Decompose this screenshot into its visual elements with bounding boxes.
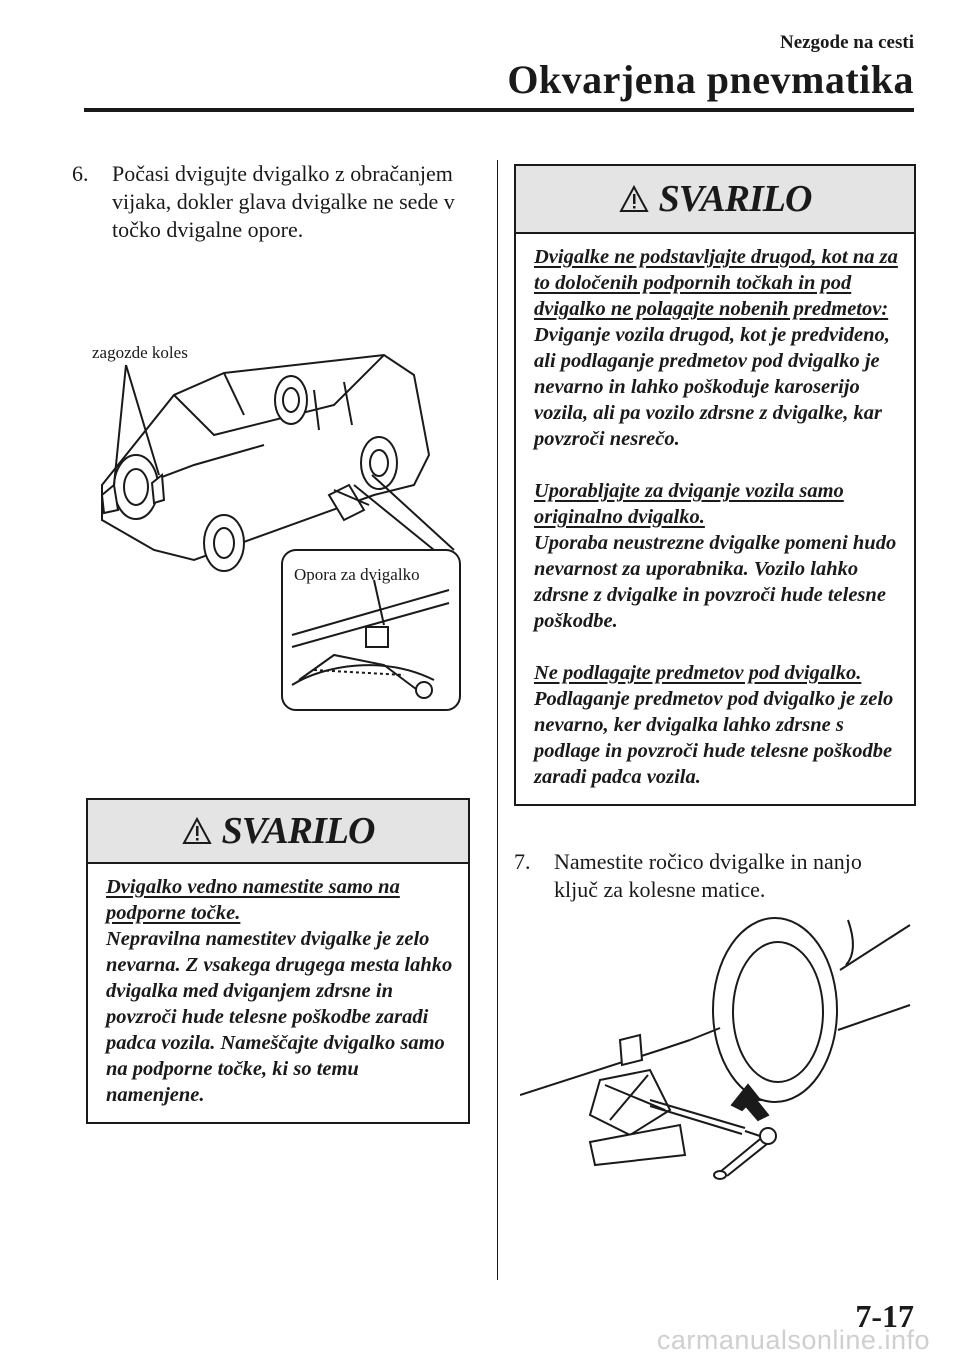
figure-jack-handle [520, 910, 915, 1180]
warning-heading-1: Dvigalke ne podstavljajte drugod, kot na za to določenih podpornih točkah in pod dvigalko ne polagajte nobenih predmetov: [534, 246, 898, 320]
warning-title: SVARILO [658, 178, 812, 220]
warning-header [88, 800, 468, 864]
warning-text-2: Uporaba neustrezne dvigalke pomeni hudo nevarnost za uporabnika. Vozilo lahko zdrsne z dvigalke in povzroči hude telesne poškodbe. [534, 532, 897, 632]
warning-text-3: Podlaganje predmetov pod dvigalko je zelo nevarno, ker dvigalka lahko zdrsne s podlage in povzroči hude telesne poškodbe zaradi padca vozila. [534, 688, 894, 788]
header-rule [84, 108, 914, 112]
warning-heading-2: Uporabljajte za dviganje vozila samo originalno dvigalko. [534, 480, 844, 528]
label-wheel-chocks: zagozde koles [92, 343, 188, 362]
warning-text-1: Dviganje vozila drugod, kot je predvideno, ali podlaganje predmetov pod dvigalko je nevarno in lahko poškoduje karoserijo vozila, ali pa vozilo zdrsne z dvigalke, kar povzroči nesrečo. [534, 324, 890, 450]
watermark: carmanualsonline.info [656, 1325, 930, 1355]
warning-heading-3: Ne podlagajte predmetov pod dvigalko. [534, 662, 862, 684]
warning-triangle-icon [619, 185, 649, 213]
step-number: 6. [72, 161, 89, 186]
figure-car-jack [84, 335, 474, 720]
column-divider [497, 160, 498, 1280]
step-text: Počasi dvigujte dvigalko z obračanjem vijaka, dokler glava dvigalke ne sede v točko dvigalne opore. [112, 161, 455, 242]
warning-body [516, 234, 914, 804]
warning-header [516, 166, 914, 234]
step-text: Namestite ročico dvigalke in nanjo ključ za kolesne matice. [554, 849, 862, 902]
step-number: 7. [514, 849, 531, 874]
warning-box-right [514, 164, 916, 806]
step-7 [514, 848, 894, 904]
warning-title: SVARILO [221, 810, 375, 852]
step-6 [72, 160, 472, 244]
label-jack-point: Opora za dvigalko [294, 565, 420, 584]
jack-handle-illustration [520, 910, 915, 1180]
warning-heading: Dvigalko vedno namestite samo na podporne točke. [106, 876, 400, 924]
page-title: Okvarjena pnevmatika [507, 57, 914, 102]
warning-triangle-icon [182, 817, 212, 845]
section-title: Nezgode na cesti [779, 32, 914, 53]
car-jack-illustration [84, 335, 474, 720]
warning-text: Nepravilna namestitev dvigalke je zelo nevarna. Z vsakega drugega mesta lahko dvigalka med dviganjem zdrsne in povzroči hude telesne poškodbe zaradi padca vozila. Nameščajte dvigalko samo na podporne točke, ki so temu namenjene. [106, 928, 453, 1106]
warning-body [88, 864, 468, 1122]
warning-box-left [86, 798, 470, 1124]
page-number: 7-17 [855, 1298, 914, 1334]
